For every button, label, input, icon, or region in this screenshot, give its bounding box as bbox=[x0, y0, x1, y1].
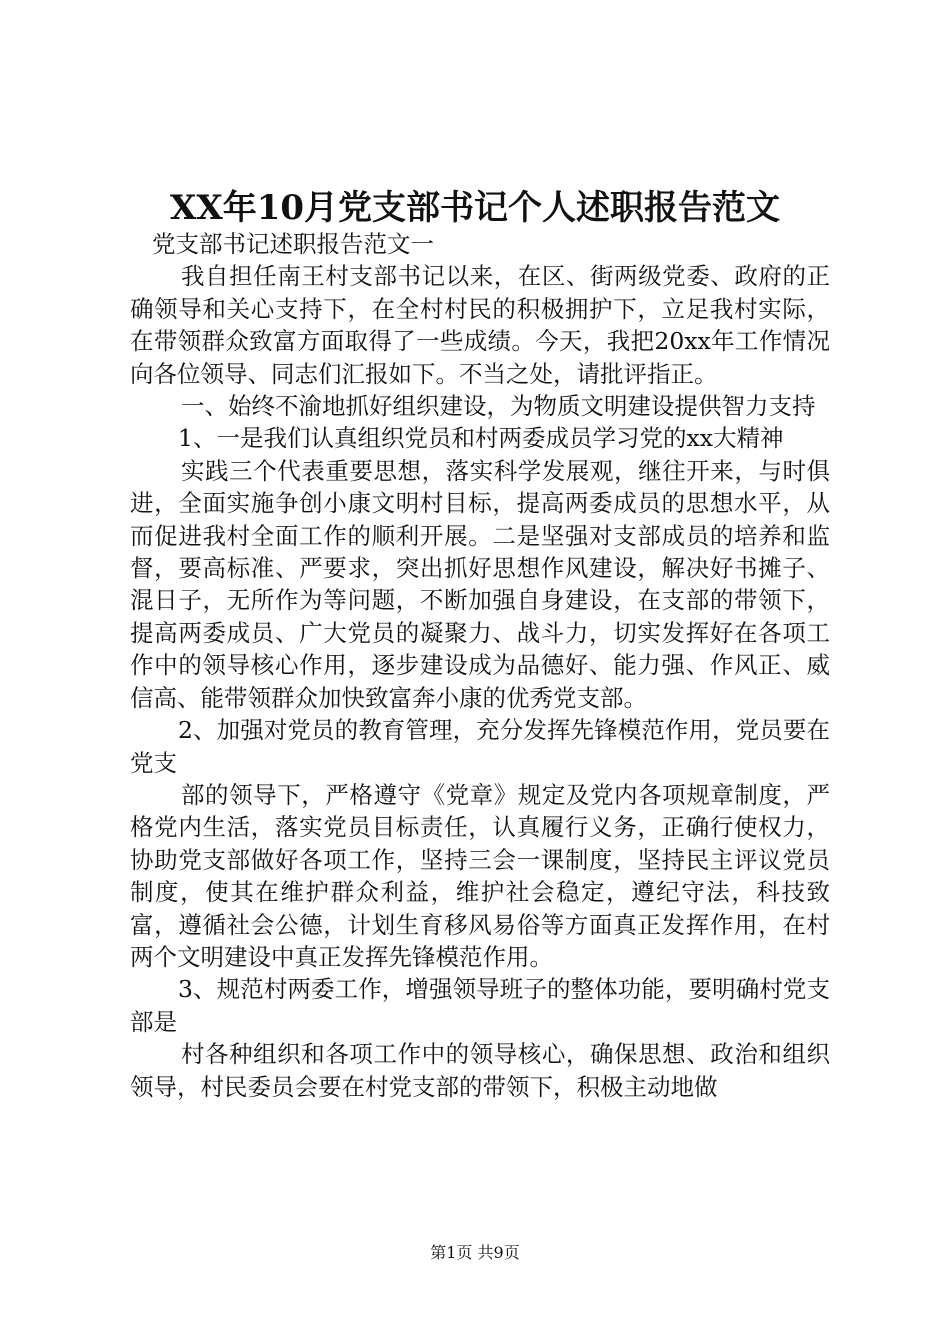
paragraph-item-1: 1、一是我们认真组织党员和村两委成员学习党的xx大精神 bbox=[178, 424, 784, 453]
section-heading-1: 一、始终不渝地抓好组织建设，为物质文明建设提供智力支持 bbox=[181, 392, 816, 421]
section-subtitle: 党支部书记述职报告范文一 bbox=[152, 230, 434, 258]
paragraph-item-3: 3、规范村两委工作，增强领导班子的整体功能，要明确村党支部是 bbox=[130, 975, 830, 1036]
page-footer: 第1页 共9页 bbox=[430, 1243, 520, 1262]
paragraph-item-2-body: 部的领导下，严格遵守《党章》规定及党内各项规章制度，严格党内生活，落实党员目标责任，认真履行义务，正确行使权力，协助党支部做好各项工作，坚持三会一课制度，坚持民主评议党员制度，使其在维护群众利益，维护社会稳定，遵纪守法，科技致富，遵循社会公德，计划生育移风易俗等方面真正发挥作用，在村两个文明建设中真正发挥先锋模范作用。 bbox=[130, 780, 830, 971]
paragraph-item-3-body: 村各种组织和各项工作中的领导核心，确保思想、政治和组织领导，村民委员会要在村党支部的带领下，积极主动地做 bbox=[130, 1040, 830, 1101]
paragraph-item-1-body: 实践三个代表重要思想，落实科学发展观，继往开来，与时俱进，全面实施争创小康文明村目标，提高两委成员的思想水平，从而促进我村全面工作的顺利开展。二是坚强对支部成员的培养和监督，要高标准、严要求，突出抓好思想作风建设，解决好书摊子、混日子，无所作为等问题，不断加强自身建设，在支部的带领下，提高两委成员、广大党员的凝聚力、战斗力，切实发挥好在各项工作中的领导核心作用，逐步建设成为品德好、能力强、作风正、威信高、能带领群众加快致富奔小康的优秀党支部。 bbox=[130, 456, 830, 712]
document-body bbox=[130, 228, 830, 1103]
paragraph-item-2: 2、加强对党员的教育管理，充分发挥先锋模范作用，党员要在党支 bbox=[130, 716, 830, 777]
paragraph-intro: 我自担任南王村支部书记以来，在区、街两级党委、政府的正确领导和关心支持下，在全村村民的积极拥护下，立足我村实际，在带领群众致富方面取得了一些成绩。今天，我把20xx年工作情况向各位领导、同志们汇报如下。不当之处，请批评指正。 bbox=[130, 262, 830, 388]
document-title: XX年10月党支部书记个人述职报告范文 bbox=[169, 188, 781, 228]
